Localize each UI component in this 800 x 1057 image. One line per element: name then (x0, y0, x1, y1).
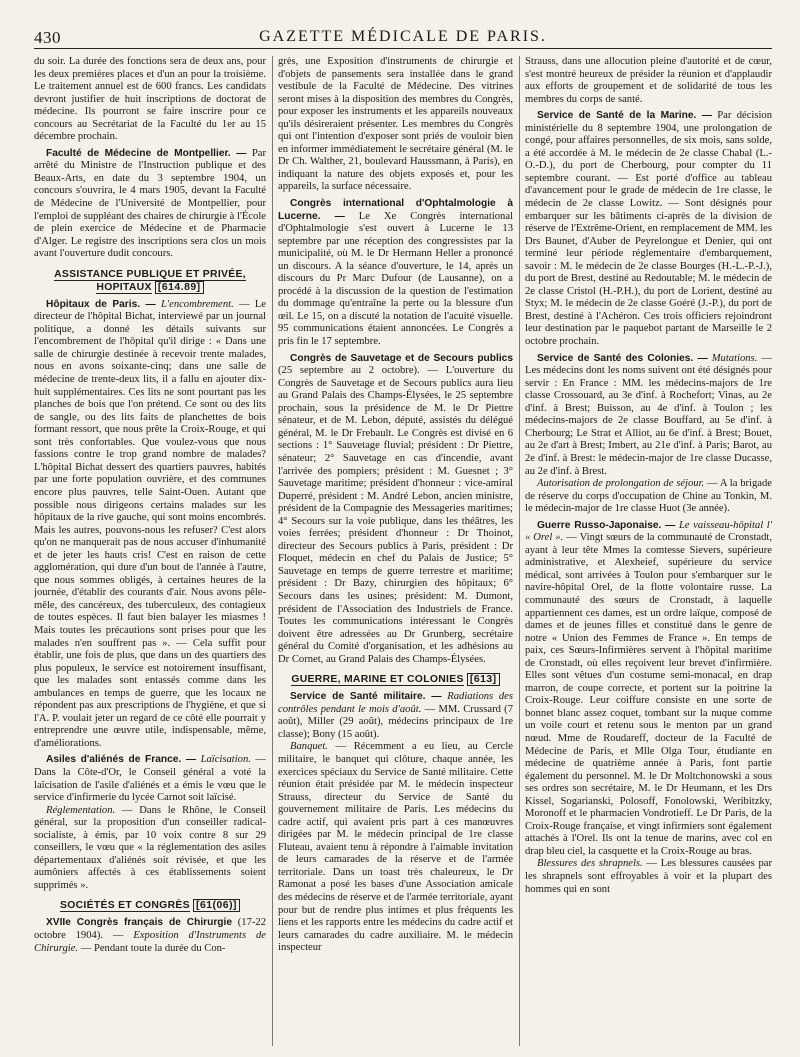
article-body: — Les médecins dont les noms suivent ont été désignés pour servir : En France : MM. les médecins-majors de 1re classe Crossouard, au 3e d'inf. à Rochefort; Vinas, au 2e d'inf. à Brest; Buisson, au 4e d'inf. à Toulon ; les médecins-majors de 2e classe Bouffard, au 5e d'inf. à Cherbourg; Le Strat et Alliot, au 6e d'inf. à Brest; Bouet, au 2e d'art à Brest; Imbert, au 21e d'inf. à Paris; Barot, au 2e d'inf. à Brest: le médecin-major de 1re classe Ducasse, au 2e d'inf. à Brest. (525, 352, 772, 477)
article-asiles (34, 754, 266, 804)
article-subheading: Mutations. (711, 352, 758, 364)
paragraph-concours-continued: du soir. La durée des fonctions sera de deux ans, pour les deux premières places et d'un an pour la troisième. Le traitement annuel est de 600 francs. Les candidats devront justifier de huit inscriptions de doctorat de médecine. Ils pourront se faire inscrire pour ce concours au Secrétariat de la Faculté du 1er au 15 décembre prochain. (34, 56, 266, 143)
article-body: L'ouverture du Congrès de Sauvetage et de Secours publics aura lieu au Grand Palais des Champs-Élysées, le 25 septembre prochain, sous la présidence de M. le Dr Piettre sénateur, et de M. Lebon, député, assistés du délégué général, M. le Dr Frebault. Le Congrès est divisé en 6 sections : 1° Sauvetage fluvial; président : Dr Piettre, sénateur; 2° Sauvetage en cas d'incendie, avant l'arrivée des pompiers; président : M. Guesnet ; 3° Sauvetage maritime; président d'honneur : vice-amiral Duperré, président : M. André Lebon, ancien ministre, président de la Compagnie des Messageries maritimes; 4° Secours sur la voie publique, dans les théâtres, les voies ferrées; président d'honneur : Dr Thoinot, directeur des Secours publics à Paris, président : Dr Floquet, médecin en chef du Palais de Justice; 5° Sauvetage en temps de guerre terrestre et maritime; président : Dr Bazy, chirurgien des hôpitaux; 6° Secours dans les usines; président: M. Dumont, président de l'Association des Industriels de France. Toutes les communications intéressant le Congrès doivent être adressées au Dr Grunberg, secrétaire général du Comité d'organisation, et les adhésions au Dr Cornet, au Grand Palais des Champs-Élysées. (278, 365, 513, 665)
section-heading-assistance (34, 268, 266, 294)
article-body: Le Xe Congrès international d'Ophtalmologie s'est ouvert à Lucerne le 13 septembre par une réception des congressistes par la municipalité, où M. le Dr Hermann Heller a prononcé un discours. A la séance d'ouverture, le 14, après un discours du Pr Marc Dufour (de Lausanne), on a procédé à la discussion de la question de l'estimation du dommage qu'entraîne la perte ou la blessure d'un œil. Le 15, on a discuté la notation de l'acuité visuelle. 95 communications étaient annoncées. Le Congrès a pris fin le 17 septembre. (278, 210, 513, 348)
article-heading: XVIIe Congrès français de Chirurgie (46, 917, 233, 929)
article-subheading: Radiations des contrôles pendant le mois d'août. (278, 691, 513, 715)
article-subheading: Réglementation. (46, 804, 116, 816)
article-montpellier (34, 148, 266, 261)
article-sante-colonies (525, 353, 772, 478)
column-rule-left (272, 56, 273, 1046)
article-body: — Dans le Rhône, le Conseil général, sur la proposition d'un conseiller radical-socialiste, à émis, par 10 voix contre 8 sur 29 conseillers, le vœu que « la réglementation des asiles départementaux d'aliénés soit révisée, et que les aumôniers affectés à ces établissements soient supprimés ». (34, 804, 266, 891)
article-body: — Récemment a eu lieu, au Cercle militaire, le banquet qui clôture, chaque année, les exercices spéciaux du Service de Santé militaire. Cette réunion était présidée par M. le médecin inspecteur Strauss, directeur du Service de Santé du gouvernement militaire de Paris. Les médecins du cadre actif, qui avaient pris part à ces manœuvres dirigées par M. le médecin principal de 1re classe Fluteau, avaient tenu à répondre à l'aimable invitation de leurs camarades de la réserve et de l'armée territoriale. Dans un toast très chaleureux, le Dr Ramonat a posé les bases d'une Association amicale des médecins de réserve et de l'armée territoriale, ayant pour but de rendre plus intimes et plus fréquents les liens et les rapports entre les médecins du cadre actif et leurs camarades du cadre auxiliaire. M. le médecin inspecteur (278, 741, 513, 954)
article-heading: Congrès de Sauvetage et de Secours publics (290, 352, 513, 364)
article-body: — Les blessures causées par les shrapnels sont effroyables à voir et la plupart des hommes qui en sont (525, 858, 772, 895)
article-body: Par décision ministérielle du 8 septembre 1904, une prolongation de congé, pour affaires personnelles, de six mois, sans solde, a été accordée à M. le médecin de 2e classe Chabal (L.-O.-D.), du port de Cherbourg, pour compter du 11 septembre courant. — Est porté d'office au tableau d'avancement pour le grade de médecin de 1re classe, le médecin de 2e classe Lowitz. — Sont désignés pour embarquer sur les bâtiments ci-après de la division de réserve de l'Extrême-Orient, en remplacement de MM. les Drs Baunet, d'Auber de Peyrelongue et Denier, qui ont terminé leur période réglementaire d'embarquement, savoir : M. le médecin de 2e classe Bourges (H.-L.-P.-J.), du port de Brest, destiné au Redoutable; M. le médecin de 2e classe Cristol (H.-P.H.), du port de Lorient, destiné au Styx; M. le médecin de 2e classe Goéré (J.-P.), du port de Brest, destiné à l'Achéron. Ces trois officiers rejoindront leur destination par le paquebot partant de Marseille le 2 octobre prochain. (525, 110, 772, 348)
section-code: [613] (467, 673, 500, 686)
article-body: — Dans la Côte-d'Or, le Conseil général a voté la laïcisation de l'asile d'aliénés et a émis le vœu que le service d'infirmerie du lycée Carnot soit laïcisé. (34, 754, 266, 804)
article-congres-chirurgie (34, 917, 266, 955)
article-heading: Service de Santé militaire. — (290, 691, 442, 703)
page-number: 430 (34, 28, 61, 47)
article-body: — Pendant toute la durée du Con- (80, 942, 226, 954)
article-heading: Service de Santé des Colonies. — (537, 352, 708, 364)
article-subheading: Autorisation de prolongation de séjour. (537, 478, 705, 490)
article-subheading: Blessures des shrapnels. (537, 858, 643, 870)
article-date: (25 septembre au 2 octobre). — (278, 365, 439, 377)
article-heading: Faculté de Médecine de Montpellier. — (46, 147, 247, 159)
article-sauvetage (278, 353, 513, 667)
article-hopitaux (34, 299, 266, 751)
section-title: SOCIÉTÉS ET CONGRÈS (60, 900, 190, 912)
article-body: Par arrêté du Ministre de l'Instruction publique et des Beaux-Arts, en date du 3 septembre 1904, un concours s'ouvrira, le 4 mars 1905, devant la Faculté de Médecine de l'Université de Montpellier, pour l'emploi de suppléant des chaires de chirurgie à l'École de plein exercice de Médecine et de Pharmacie d'Alger. Le registre des inscriptions sera clos un mois avant l'ouverture dudit concours. (34, 147, 266, 260)
page-header (34, 28, 772, 49)
section-heading-societes (34, 899, 266, 912)
article-banquet (278, 741, 513, 954)
section-heading-guerre (278, 673, 513, 686)
column-1 (34, 56, 266, 1056)
article-blessures (525, 858, 772, 896)
article-body: — A la brigade de réserve du corps d'occupation de Chine au Tonkin, M. le médecin-major de 1re classe Huot (3e année). (525, 478, 772, 515)
column-rule-right (519, 56, 520, 1046)
article-heading: Asiles d'aliénés de France. — (46, 754, 197, 766)
section-code: [61(06)] (193, 899, 240, 912)
article-date: (17-22 octobre 1904). — (34, 917, 266, 941)
article-heading: Guerre Russo-Japonaise. — (537, 519, 676, 531)
article-sante-militaire (278, 691, 513, 741)
article-body: — MM. Crussard (7 août), Miller (29 août), médecins principaux de 1re classe); Bony (15 août). (278, 703, 513, 740)
article-subheading: Exposition d'Instruments de Chirurgie. (34, 930, 266, 954)
article-prolongation (525, 478, 772, 516)
column-3 (525, 56, 772, 1056)
section-code: [614.89] (155, 281, 204, 294)
journal-title: GAZETTE MÉDICALE DE PARIS. (259, 28, 547, 45)
article-subheading: L'encombrement. (160, 298, 234, 310)
article-subheading: Banquet. (290, 741, 328, 753)
article-body: — Vingt sœurs de la communauté de Cronstadt, ayant à leur tête Mmes la comtesse Sievers, supérieure administrative, et Alexheief, supérieure du service médical, sont arrivées à Toulon pour s'embarquer sur le navire-hôpital Orel, de la flotte volontaire russe. La communauté des sœurs de Cronstadt, à laquelle appartiennent ces dames, est un ordre laïque, composé de dames et de jeunes filles et constitué dans le genre de notre « Union des Femmes de France ». En temps de paix, ces Sœurs-Infirmières servent à l'hôpital maritime de Cronstadt, où elles reçoivent leur brevet d'infirmière. Elles sont vêtues d'un costume semi-monacal, en drap marron, de coupe correcte, et portent sur la poitrine la Croix-Rouge. Leur coiffure consiste en une sorte de bonnet blanc assez coquet, tombant sur la nuque comme un voile court et retenu sous le menton par un grand nœud. Mme de Roudareff, docteur de la Faculté de Médecine de Paris, et Mlle Olga Tour, étudiante en médecine de quatrième année à Paris, font partie également du personnel. M. le Dr Moltchonowski a sous ses ordres son secrétaire, M. le Dr Heumann, et les Drs Kissel, Sogarianski, Polosoff, Fonolowski, Weribitzky, Moronoff et le pharmacien Vondrotieff. Le Dr Paris, de la Croix-Rouge française, et vingt infirmiers sont également attachés à l'Orel. Ils ont la tenue de marins, avec col en drap bleu ciel, la casquette et la Croix-Rouge au bras. (525, 532, 772, 857)
paragraph-exposition-continued: grès, une Exposition d'instruments de chirurgie et d'objets de pansements sera installée dans le grand vestibule de la Faculté de Médecine. Des vitrines seront mises à la disposition des membres du Congrès, pour exposer les instruments et les appareils nouveaux qu'ils désireraient présenter. Les membres du Congrès qui ont l'intention d'exposer sont priés de vouloir bien en informer immédiatement le secrétaire général (M. le Dr Ch. Walther, 21, boulevard Haussmann, à Paris), en indiquant la nature des objets exposés et, pour les appareils, la surface nécessaire. (278, 56, 513, 193)
article-subheading: Laïcisation. (200, 754, 251, 766)
article-reglementation (34, 805, 266, 893)
article-subheading: Le vaisseau-hôpital l' « Orel ». (525, 519, 772, 544)
article-heading: Congrès international d'Ophtalmologie à Lucerne. — (278, 198, 513, 222)
article-ophtalmologie (278, 198, 513, 349)
section-subtitle: HOPITAUX (96, 281, 152, 293)
section-title: ASSISTANCE PUBLIQUE ET PRIVÉE, (54, 268, 246, 280)
article-sante-marine (525, 110, 772, 348)
column-2 (278, 56, 513, 1056)
article-body: — Le directeur de l'hôpital Bichat, interviewé par un journal politique, a donné les détails suivants sur l'encombrement de l'hôpital qu'il dirige : « Dans une salle de chirurgie destinée à recevoir trente malades, nous en avons soixante-cinq; dans une salle de médecine de trente-deux lits, il a fallu en ajouter dix-huit supplémentaires. Ces lits ne sont pourtant pas les planches de bois que l'on prétend. Ce sont ou des lits de sangle, ou des lits faits de planchettes de bois formant ressort, que nous prête la Croix-Rouge, et qui sont très confortables. Que voulez-vous que nous fassions contre le trop grand nombre de malades? L'hôpital Bichat dessert des quartiers pauvres, habités par une forte population ouvrière, et des communes encore plus pauvres, telle Saint-Ouen. Autant que possible nous dirigeons certains malades sur les hôpitaux de la rive gauche, qui sont moins encombrés. Mais les autres, pouvons-nous les refuser? C'est alors qu'on ne manquerait pas de nous accuser d'inhumanité et de jeter les hauts cris! C'est en raison de cette agglomération, qui dure d'un bout de l'année à l'autre, que nous sommes obligés, à certaines heures de la journée, d'établir des courants d'air. Nous avons pêle-mêle, des cancéreux, des tuberculeux, des contagieux de toutes espèces. Il faut bien balayer les miasmes ! Mais toutes les précautions sont prises pour que les malades n'en souffrent pas ». — Cela suffit pour établir, une fois de plus, que dans un des quartiers des plus populeux, le service est notoirement insuffisant, que les malades sont entassés comme dans les ambulances en temps de guerre, que les locaux ne répondent pas aux prescriptions de l'hygiène, et que si l'A. P. voulait jeter un regard de ce côté elle pourrait y entreprendre une œuvre utile, indispensable, même, d'améliorations. (34, 298, 266, 749)
article-guerre-russo-japonaise (525, 520, 772, 859)
paragraph-banquet-continued: Strauss, dans une allocution pleine d'autorité et de cœur, s'est montré heureux de présider la réunion et d'applaudir aux efforts de groupement et de solidarité de tous les membres du corps de santé. (525, 56, 772, 105)
section-title: GUERRE, MARINE ET COLONIES (291, 674, 464, 686)
article-heading: Service de Santé de la Marine. — (537, 110, 712, 122)
article-heading: Hôpitaux de Paris. — (46, 298, 156, 310)
